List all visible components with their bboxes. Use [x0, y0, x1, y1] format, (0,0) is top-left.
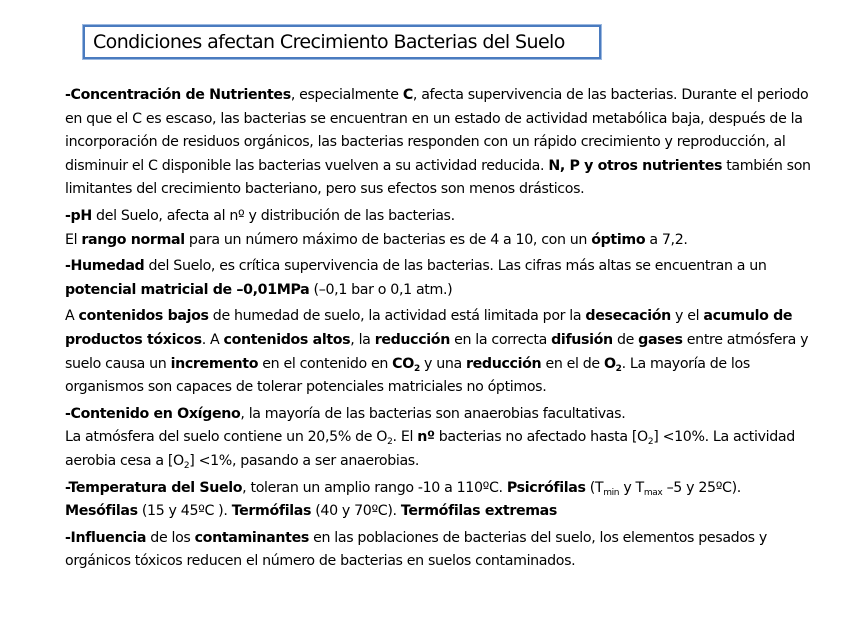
text: , la mayoría de las bacterias son anaerobias facultativas.: [240, 405, 626, 422]
term-contaminantes: contaminantes: [194, 529, 309, 546]
text: , especialmente: [290, 87, 403, 103]
paragraph-ph: [65, 205, 817, 252]
text: –5 y 25ºC).: [662, 479, 741, 496]
text: y una: [419, 355, 467, 372]
text: a 7,2.: [645, 231, 688, 248]
text: (15 y 45ºC ).: [137, 503, 232, 520]
paragraph-temperatura: [65, 477, 817, 524]
term-difusion: difusión: [551, 331, 613, 348]
subscript: 2: [183, 460, 190, 471]
label-humedad: -Humedad: [65, 258, 145, 275]
term-contenidos-bajos: contenidos bajos: [78, 308, 209, 325]
subscript: 2: [387, 437, 393, 448]
text: (40 y 70ºC).: [311, 503, 401, 520]
term-incremento: incremento: [170, 355, 259, 372]
label-ph: -pH: [65, 207, 92, 224]
subscript: 2: [615, 363, 622, 374]
label-nutrientes: -Concentración de Nutrientes: [65, 87, 291, 103]
term-o2: [604, 356, 622, 372]
text: y T: [619, 479, 644, 496]
term-termofilas-extremas: Termófilas extremas: [400, 503, 557, 520]
text: del Suelo, afecta al nº y distribución de las bacterias.: [91, 207, 455, 224]
text: en el contenido en: [258, 355, 393, 372]
term-rango-normal: rango normal: [81, 231, 185, 248]
text: , toleran un amplio rango -10 a 110ºC.: [242, 479, 507, 496]
title-box: [83, 25, 601, 59]
term-potencial: potencial matricial de –0,01MPa: [65, 281, 310, 298]
term-reduccion: reducción: [466, 355, 542, 372]
text: , la: [350, 331, 375, 348]
label-influencia: -Influencia: [65, 529, 147, 546]
text: (T: [585, 479, 604, 496]
text: CO: [392, 355, 414, 372]
text: entre atmósfera y suelo causa un: [65, 331, 809, 372]
term-termofilas: Termófilas: [231, 503, 312, 520]
term-gases: gases: [638, 331, 683, 348]
text: de: [612, 331, 639, 348]
term-co2: [392, 356, 420, 372]
slide-content: [65, 84, 817, 577]
text: en la correcta: [449, 331, 552, 348]
text: para un número máximo de bacterias es de 4 a 10, con un: [184, 231, 592, 248]
term-acumulo: acumulo de productos tóxicos: [65, 308, 793, 348]
text: (–0,1 bar o 0,1 atm.): [309, 281, 453, 298]
text: O: [603, 355, 616, 372]
text: , afecta supervivencia de las bacterias. Durante el periodo en que el C es escaso, las bacterias se encuentran en un estado de actividad metabólica baja, después de la incorporación de residuos orgánicos, las bacterias responden con un rápido crecimiento y reproducción, al disminuir el C disponible las bacterias vuelven a su actividad reducida.: [65, 87, 809, 174]
term-psicrofilas: Psicrófilas: [506, 479, 586, 496]
paragraph-oxigeno: [65, 403, 817, 474]
text: del Suelo, es crítica supervivencia de las bacterias. Las cifras más altas se encuentran a un: [144, 258, 767, 275]
text: . La mayoría de los organismos son capaces de tolerar potenciales matriciales no óptimos.: [65, 355, 750, 396]
slide-title: Condiciones afectan Crecimiento Bacterias del Suelo: [93, 31, 565, 53]
text: El: [65, 231, 82, 248]
paragraph-contaminantes: [65, 527, 817, 574]
paragraph-humedad: [65, 255, 817, 302]
term-contenidos-altos: contenidos altos: [223, 331, 351, 348]
label-oxigeno: -Contenido en Oxígeno: [65, 405, 241, 422]
text: A: [65, 308, 79, 325]
term-desecacion: desecación: [585, 308, 671, 325]
text: La atmósfera del suelo contiene un 20,5% de O: [65, 429, 388, 446]
term-c: C: [402, 87, 413, 103]
term-reduccion: reducción: [374, 331, 450, 348]
text: . El: [392, 429, 418, 446]
label-temperatura: -Temperatura del Suelo: [65, 479, 243, 496]
text: ] <1%, pasando a ser anaerobias.: [189, 452, 420, 469]
subscript: 2: [647, 437, 654, 448]
text: y el: [670, 308, 704, 325]
term-npk: N, P y otros nutrientes: [548, 157, 723, 174]
text: de los: [146, 529, 195, 546]
subscript: max: [643, 487, 663, 498]
term-mesofilas: Mesófilas: [65, 503, 138, 520]
text: . A: [201, 331, 224, 348]
text: de humedad de suelo, la actividad está limitada por la: [208, 308, 586, 325]
text: bacterias no afectado hasta [O: [434, 429, 648, 446]
term-numero: nº: [417, 429, 435, 446]
subscript: min: [603, 487, 620, 498]
term-optimo: óptimo: [591, 231, 646, 248]
paragraph-contenidos: [65, 305, 817, 399]
text: en las poblaciones de bacterias del suelo, los elementos pesados y orgánicos tóxicos reducen el número de bacterias en suelos contaminados.: [65, 529, 767, 570]
text: también son limitantes del crecimiento bacteriano, pero sus efectos son menos drásticos.: [65, 157, 811, 198]
paragraph-nutrientes: [65, 84, 817, 202]
text: ] <10%. La actividad aerobia cesa a [O: [65, 429, 795, 469]
subscript: 2: [413, 363, 420, 374]
text: en el de: [541, 355, 604, 372]
